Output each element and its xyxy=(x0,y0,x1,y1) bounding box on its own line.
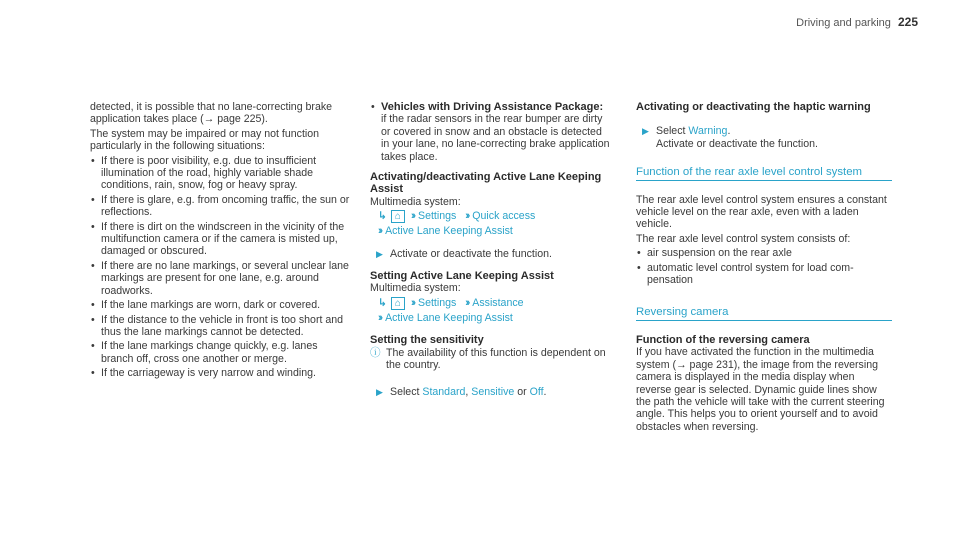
package-list xyxy=(370,101,610,163)
assistance-link[interactable]: Assistance xyxy=(472,296,524,309)
action-text: Activate or deactivate the function. xyxy=(390,247,552,260)
list-item xyxy=(636,247,892,259)
bullet-icon: • xyxy=(91,193,95,206)
list-item-text: If the lane markings are worn, dark or covered. xyxy=(101,299,321,312)
bullet-icon: • xyxy=(91,154,95,167)
active-lane-keeping-assist-link[interactable]: Active Lane Keeping Assist xyxy=(385,311,513,324)
bullet-icon: • xyxy=(91,367,95,380)
bullet-icon: • xyxy=(91,313,95,326)
reversing-camera-heading: Function of the reversing camera xyxy=(636,333,810,346)
bullet-icon: • xyxy=(637,261,641,274)
intro-text: detected, it is possible that no lane-correcting brake application takes place (→ page 225). xyxy=(90,101,333,126)
page-number: 225 xyxy=(897,15,918,29)
column-1 xyxy=(90,101,352,382)
bullet-icon: • xyxy=(637,247,641,260)
page-header xyxy=(796,16,918,29)
column-3 xyxy=(636,101,892,435)
home-icon[interactable]: ⌂ xyxy=(391,210,405,223)
double-chevron-icon: ›› xyxy=(410,210,414,223)
end-period: . xyxy=(543,385,547,398)
list-item-text: If there is glare, e.g. from oncoming traffic, the sun or reflections. xyxy=(101,193,350,219)
double-chevron-icon: ›› xyxy=(378,311,382,324)
multimedia-label: Multimedia system: xyxy=(370,195,461,208)
bullet-icon: • xyxy=(371,101,375,113)
section-heading-text: Function of the rear axle level control system xyxy=(636,166,863,179)
sensitivity-heading: Setting the sensitivity xyxy=(370,334,484,347)
rear-axle-section-title xyxy=(636,166,892,180)
list-item xyxy=(90,340,352,365)
list-item xyxy=(90,314,352,339)
rear-axle-paragraph: The rear axle level control system ensures a constant vehicle level on the rear axle, even with a laden vehicle. xyxy=(636,193,887,231)
quick-access-link[interactable]: Quick access xyxy=(472,210,536,223)
info-icon: ⓘ xyxy=(370,346,381,359)
activate-heading: Activating/deactivating Active Lane Keeping Assist xyxy=(370,171,602,196)
path-arrow-icon: ↳ xyxy=(378,210,387,223)
select-label: Select xyxy=(390,385,423,398)
package-label: Vehicles with Driving Assistance Package: xyxy=(381,101,604,113)
haptic-action xyxy=(636,125,892,150)
list-item-text: If there is poor visibility, e.g. due to insufficient illumination of the road, highly variable shade conditions, rain, snow, fog or heavy spray. xyxy=(101,154,317,192)
end-period: . xyxy=(727,125,731,138)
off-option[interactable]: Off xyxy=(529,385,544,398)
rear-axle-consists: The rear axle level control system consists of: xyxy=(636,232,851,245)
select-label: Select xyxy=(656,125,689,138)
list-item xyxy=(90,260,352,297)
reversing-camera-paragraph: If you have activated the function in the multimedia system (→ page 231), the image from the reversing camera is displayed in the media display when reverse gear is selected. Dynamic guide lines show the path the vehicle will take with the current steering angle. This helps you to orient yourself and to avoid obstacles when reversing. xyxy=(636,346,885,433)
situation-list xyxy=(90,155,352,380)
list-item-text: automatic level control system for load compensation xyxy=(647,261,854,287)
package-text: if the radar sensors in the rear bumper are dirty or covered in snow and an obstacle is detected in your lane, no lane-correcting brake application takes place. xyxy=(381,113,610,163)
list-item xyxy=(90,221,352,258)
double-chevron-icon: ›› xyxy=(378,225,382,238)
bullet-icon: • xyxy=(91,220,95,233)
list-item xyxy=(90,299,352,311)
section-title: Driving and parking xyxy=(796,17,891,29)
bullet-icon: • xyxy=(91,340,95,353)
list-item xyxy=(370,101,610,163)
list-item-text: air suspension on the rear axle xyxy=(647,247,792,260)
list-item xyxy=(90,194,352,219)
active-lane-keeping-assist-link[interactable]: Active Lane Keeping Assist xyxy=(385,225,513,238)
sensitive-option[interactable]: Sensitive xyxy=(471,385,515,398)
column-2 xyxy=(370,101,610,398)
warning-option[interactable]: Warning xyxy=(688,125,728,138)
action-text: Activate or deactivate the function. xyxy=(656,137,818,150)
path-arrow-icon: ↳ xyxy=(378,296,387,309)
list-item xyxy=(90,367,352,379)
bullet-icon: • xyxy=(91,299,95,312)
double-chevron-icon: ›› xyxy=(410,296,414,309)
reversing-camera-section-title xyxy=(636,306,892,320)
home-icon[interactable]: ⌂ xyxy=(391,297,405,310)
list-item-text: If the carriageway is very narrow and winding. xyxy=(101,367,316,380)
settings-link[interactable]: Settings xyxy=(418,296,457,309)
separator: , xyxy=(465,385,472,398)
availability-note xyxy=(370,347,610,372)
haptic-heading: Activating or deactivating the haptic warning xyxy=(636,101,871,113)
nav-path-cont xyxy=(370,312,610,324)
nav-path-quick-access xyxy=(370,210,610,223)
settings-link[interactable]: Settings xyxy=(418,210,457,223)
rear-axle-list xyxy=(636,247,892,286)
setting-heading: Setting Active Lane Keeping Assist xyxy=(370,270,554,283)
list-item xyxy=(90,155,352,192)
list-item-text: If the distance to the vehicle in front is too short and thus the lane markings cannot be detected. xyxy=(101,313,344,338)
double-chevron-icon: ›› xyxy=(465,210,469,223)
standard-option[interactable]: Standard xyxy=(422,385,466,398)
play-triangle-icon: ▶ xyxy=(642,126,649,137)
play-triangle-icon: ▶ xyxy=(376,248,383,259)
list-item-text: If there are no lane markings, or several unclear lane markings are present for one lane, e.g. around roadworks. xyxy=(101,259,349,297)
nav-path-assistance xyxy=(370,297,610,310)
section-heading-text: Reversing camera xyxy=(636,306,729,319)
separator: or xyxy=(514,385,530,398)
list-item xyxy=(636,262,892,287)
list-item-text: If there is dirt on the windscreen in the vicinity of the multifunction camera or if the camera is misted up, damaged or obscured. xyxy=(101,220,345,258)
impaired-text: The system may be impaired or may not function particularly in the following situations: xyxy=(90,127,320,153)
list-item-text: If the lane markings change quickly, e.g. lanes branch off, cross one another or merge. xyxy=(101,340,318,365)
play-triangle-icon: ▶ xyxy=(376,386,383,397)
activate-action xyxy=(370,248,610,260)
bullet-icon: • xyxy=(91,259,95,272)
double-chevron-icon: ›› xyxy=(465,296,469,309)
select-sensitivity-action xyxy=(370,386,610,398)
multimedia-label: Multimedia system: xyxy=(370,282,461,295)
nav-path-cont xyxy=(370,225,610,237)
note-text: The availability of this function is dependent on the country. xyxy=(386,346,606,372)
